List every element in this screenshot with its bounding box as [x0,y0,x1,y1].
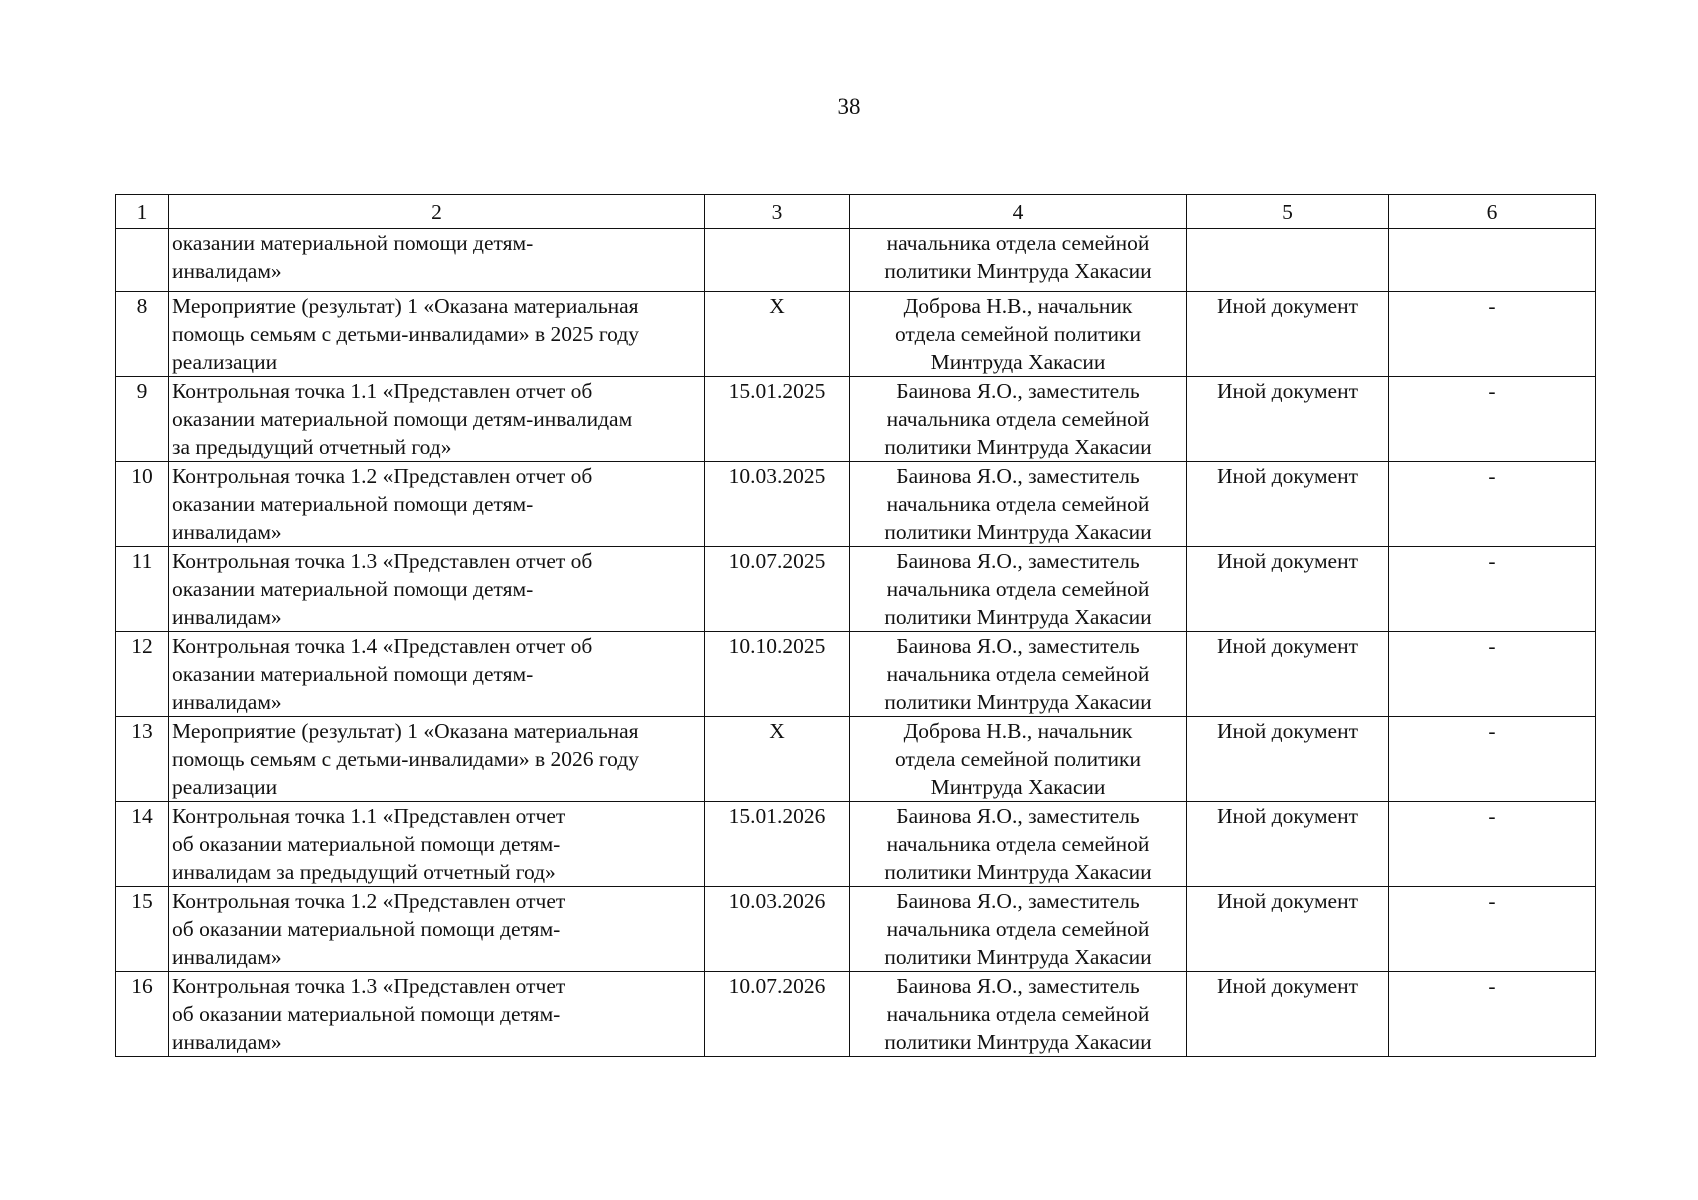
column-header: 4 [850,195,1187,229]
table-row [116,972,1596,1057]
row-responsible: Баинова Я.О., заместитель начальника отдела семейной политики Минтруда Хакасии [850,972,1187,1057]
table-row-continuation [116,229,1596,292]
row-date: X [705,292,850,377]
row-responsible: начальника отдела семейной политики Минтруда Хакасии [850,229,1187,292]
row-name: Контрольная точка 1.4 «Представлен отчет об оказании материальной помощи детям- инвалидам» [169,632,705,717]
row-mark: - [1389,632,1596,717]
row-document: Иной документ [1187,802,1389,887]
row-name: Контрольная точка 1.2 «Представлен отчет об оказании материальной помощи детям- инвалидам» [169,887,705,972]
row-mark: - [1389,377,1596,462]
table-row [116,292,1596,377]
row-number: 13 [116,717,169,802]
table-body [116,229,1596,1057]
row-responsible: Баинова Я.О., заместитель начальника отдела семейной политики Минтруда Хакасии [850,547,1187,632]
page-number: 38 [837,94,861,119]
row-responsible: Баинова Я.О., заместитель начальника отдела семейной политики Минтруда Хакасии [850,632,1187,717]
row-mark: - [1389,292,1596,377]
row-number: 8 [116,292,169,377]
table-row [116,717,1596,802]
row-document: Иной документ [1187,972,1389,1057]
table-row [116,377,1596,462]
row-responsible: Доброва Н.В., начальник отдела семейной политики Минтруда Хакасии [850,292,1187,377]
row-document: Иной документ [1187,717,1389,802]
row-responsible: Доброва Н.В., начальник отдела семейной политики Минтруда Хакасии [850,717,1187,802]
row-date: 10.03.2025 [705,462,850,547]
row-name: оказании материальной помощи детям- инвалидам» [169,229,705,292]
row-mark: - [1389,717,1596,802]
column-header: 6 [1389,195,1596,229]
row-number: 10 [116,462,169,547]
table-row [116,547,1596,632]
table-header [116,195,1596,229]
control-points-table [115,194,1596,1057]
row-date: 10.03.2026 [705,887,850,972]
row-date [705,229,850,292]
column-header: 3 [705,195,850,229]
row-responsible: Баинова Я.О., заместитель начальника отдела семейной политики Минтруда Хакасии [850,802,1187,887]
row-name: Контрольная точка 1.3 «Представлен отчет об оказании материальной помощи детям- инвалидам» [169,547,705,632]
row-mark [1389,229,1596,292]
row-number: 9 [116,377,169,462]
row-responsible: Баинова Я.О., заместитель начальника отдела семейной политики Минтруда Хакасии [850,377,1187,462]
row-name: Мероприятие (результат) 1 «Оказана материальная помощь семьям с детьми-инвалидами» в 2025 году реализации [169,292,705,377]
row-document: Иной документ [1187,547,1389,632]
row-date: X [705,717,850,802]
row-name: Контрольная точка 1.1 «Представлен отчет об оказании материальной помощи детям- инвалидам за предыдущий отчетный год» [169,802,705,887]
row-number: 14 [116,802,169,887]
row-document: Иной документ [1187,887,1389,972]
table-row [116,632,1596,717]
row-date: 10.07.2026 [705,972,850,1057]
row-number: 15 [116,887,169,972]
table-row [116,802,1596,887]
column-header: 5 [1187,195,1389,229]
row-mark: - [1389,972,1596,1057]
row-name: Контрольная точка 1.3 «Представлен отчет об оказании материальной помощи детям- инвалидам» [169,972,705,1057]
row-document: Иной документ [1187,292,1389,377]
row-document: Иной документ [1187,462,1389,547]
column-header: 1 [116,195,169,229]
row-number: 12 [116,632,169,717]
row-responsible: Баинова Я.О., заместитель начальника отдела семейной политики Минтруда Хакасии [850,462,1187,547]
row-mark: - [1389,462,1596,547]
row-name: Мероприятие (результат) 1 «Оказана материальная помощь семьям с детьми-инвалидами» в 2026 году реализации [169,717,705,802]
row-date: 10.07.2025 [705,547,850,632]
row-date: 10.10.2025 [705,632,850,717]
row-name: Контрольная точка 1.1 «Представлен отчет об оказании материальной помощи детям-инвалидам за предыдущий отчетный год» [169,377,705,462]
column-header: 2 [169,195,705,229]
row-number: 11 [116,547,169,632]
row-responsible: Баинова Я.О., заместитель начальника отдела семейной политики Минтруда Хакасии [850,887,1187,972]
header-row [116,195,1596,229]
row-date: 15.01.2026 [705,802,850,887]
row-date: 15.01.2025 [705,377,850,462]
row-mark: - [1389,547,1596,632]
row-document: Иной документ [1187,632,1389,717]
table-row [116,887,1596,972]
row-number [116,229,169,292]
table-row [116,462,1596,547]
row-document: Иной документ [1187,377,1389,462]
row-mark: - [1389,887,1596,972]
row-number: 16 [116,972,169,1057]
row-document [1187,229,1389,292]
row-name: Контрольная точка 1.2 «Представлен отчет об оказании материальной помощи детям- инвалидам» [169,462,705,547]
row-mark: - [1389,802,1596,887]
